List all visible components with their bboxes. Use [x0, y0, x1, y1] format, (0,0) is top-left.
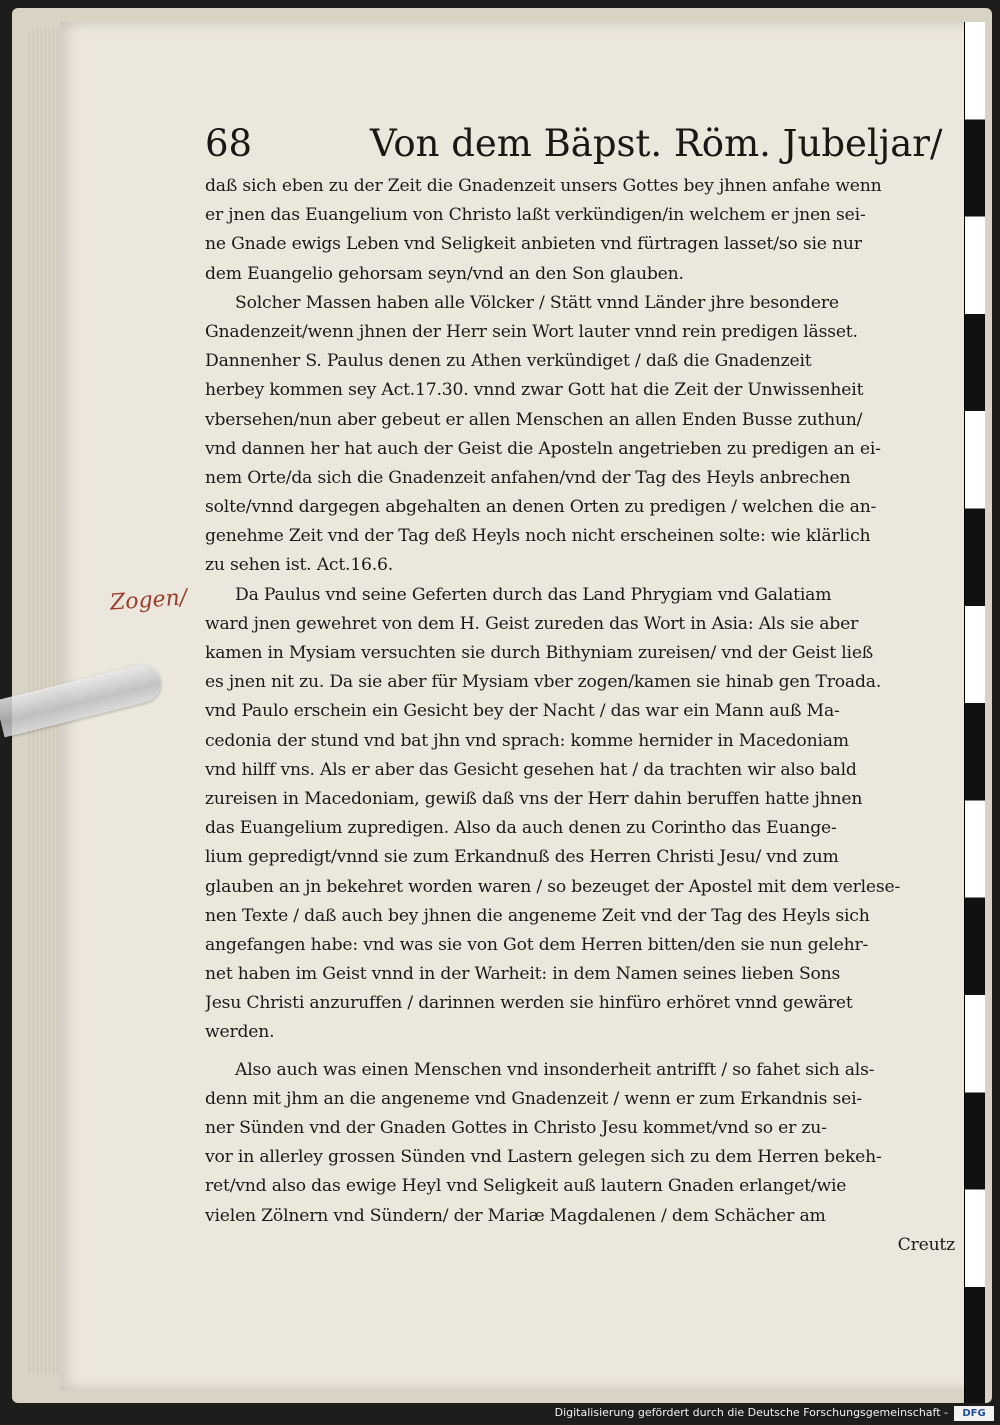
text-line: lium gepredigt/vnnd sie zum Erkandnuß des Herren Christi Jesu/ vnd zum	[205, 847, 839, 868]
margin-annotation: Zogen/	[109, 585, 188, 616]
text-line: ward jnen gewehret von dem H. Geist zureden das Wort in Asia: Als sie aber	[205, 613, 859, 634]
running-title: Von dem Bäpst. Röm. Jubeljar/	[370, 122, 943, 165]
text-line: glauben an jn bekehret worden waren / so bezeuget der Apostel mit dem verlese-	[205, 876, 901, 897]
color-scale-ruler	[964, 22, 985, 1412]
text-line: vnd hilff vns. Als er aber das Gesicht gesehen hat / da trachten wir also bald	[205, 759, 857, 780]
funding-credit: Digitalisierung gefördert durch die Deutsche Forschungsgemeinschaft -	[554, 1406, 948, 1419]
text-line: zu sehen ist. Act.16.6.	[205, 555, 394, 576]
page-number: 68	[205, 122, 253, 165]
text-line: Gnadenzeit/wenn jhnen der Herr sein Wort lauter vnnd rein predigen lässet.	[205, 321, 858, 342]
body-text	[205, 172, 955, 1260]
text-line: zureisen in Macedoniam, gewiß daß vns der Herr dahin beruffen hatte jhnen	[205, 788, 863, 809]
footer-bar	[0, 1403, 1000, 1425]
text-line: ret/vnd also das ewige Heyl vnd Seligkeit auß lautern Gnaden erlanget/wie	[205, 1176, 847, 1197]
text-line: vnd Paulo erschein ein Gesicht bey der Nacht / das war ein Mann auß Ma-	[205, 701, 840, 722]
page-header	[205, 122, 943, 170]
text-line: Da Paulus vnd seine Geferten durch das Land Phrygiam vnd Galatiam	[235, 584, 832, 605]
paragraph-gap	[205, 1048, 955, 1056]
text-line: solte/vnnd dargegen abgehalten an denen Orten zu predigen / welchen die an-	[205, 497, 877, 518]
text-line: daß sich eben zu der Zeit die Gnadenzeit unsers Gottes bey jhnen anfahe wenn	[205, 176, 882, 196]
text-line: vbersehen/nun aber gebeut er allen Menschen an allen Enden Busse zuthun/	[205, 409, 863, 430]
text-line: vor in allerley grossen Sünden vnd Lastern gelegen sich zu dem Herren bekeh-	[205, 1147, 882, 1168]
text-line: kamen in Mysiam versuchten sie durch Bithyniam zureisen/ vnd der Geist ließ	[205, 643, 874, 663]
text-line: er jnen das Euangelium von Christo laßt verkündigen/in welchem er jnen sei-	[205, 205, 866, 226]
text-line: Also auch was einen Menschen vnd insonderheit antrifft / so fahet sich als-	[235, 1059, 875, 1080]
text-line: es jnen nit zu. Da sie aber für Mysiam vber zogen/kamen sie hinab gen Troada.	[205, 672, 882, 693]
text-line: werden.	[205, 1022, 275, 1043]
text-line: cedonia der stund vnd bat jhn vnd sprach: komme hernider in Macedoniam	[205, 730, 849, 751]
text-line: nen Texte / daß auch bey jhnen die angeneme Zeit vnd der Tag des Heyls sich	[205, 905, 870, 926]
text-line: nem Orte/da sich die Gnadenzeit anfahen/vnd der Tag des Heyls anbrechen	[205, 467, 851, 488]
text-line: das Euangelium zupredigen. Also da auch denen zu Corintho das Euange-	[205, 818, 837, 839]
text-line: denn mit jhm an die angeneme vnd Gnadenzeit / wenn er zum Erkandnis sei-	[205, 1088, 863, 1109]
text-line: ne Gnade ewigs Leben vnd Seligkeit anbieten vnd fürtragen lasset/so sie nur	[205, 234, 862, 255]
text-line: genehme Zeit vnd der Tag deß Heyls noch nicht erscheinen solte: wie klärlich	[205, 526, 871, 547]
text-line: ner Sünden vnd der Gnaden Gottes in Christo Jesu kommet/vnd so er zu-	[205, 1118, 827, 1138]
text-line: Dannenher S. Paulus denen zu Athen verkündiget / daß die Gnadenzeit	[205, 351, 812, 372]
text-line: net haben im Geist vnnd in der Warheit: in dem Namen seines lieben Sons	[205, 964, 841, 985]
text-line: vnd dannen her hat auch der Geist die Aposteln angetrieben zu predigen an ei-	[205, 438, 881, 459]
text-line: herbey kommen sey Act.17.30. vnnd zwar Gott hat die Zeit der Unwissenheit	[205, 380, 864, 401]
text-line: vielen Zölnern vnd Sündern/ der Mariæ Magdalenen / dem Schächer am	[205, 1205, 826, 1226]
catchword: Creutz	[897, 1234, 955, 1255]
text-line: angefangen habe: vnd was sie von Got dem Herren bitten/den sie nun gelehr-	[205, 934, 869, 955]
text-line: dem Euangelio gehorsam seyn/vnd an den Son glauben.	[205, 263, 684, 284]
dfg-logo: DFG	[954, 1406, 994, 1421]
text-line: Jesu Christi anzuruffen / darinnen werden sie hinfüro erhöret vnnd gewäret	[205, 993, 853, 1014]
text-line: Solcher Massen haben alle Völcker / Stätt vnnd Länder jhre besondere	[235, 292, 839, 313]
